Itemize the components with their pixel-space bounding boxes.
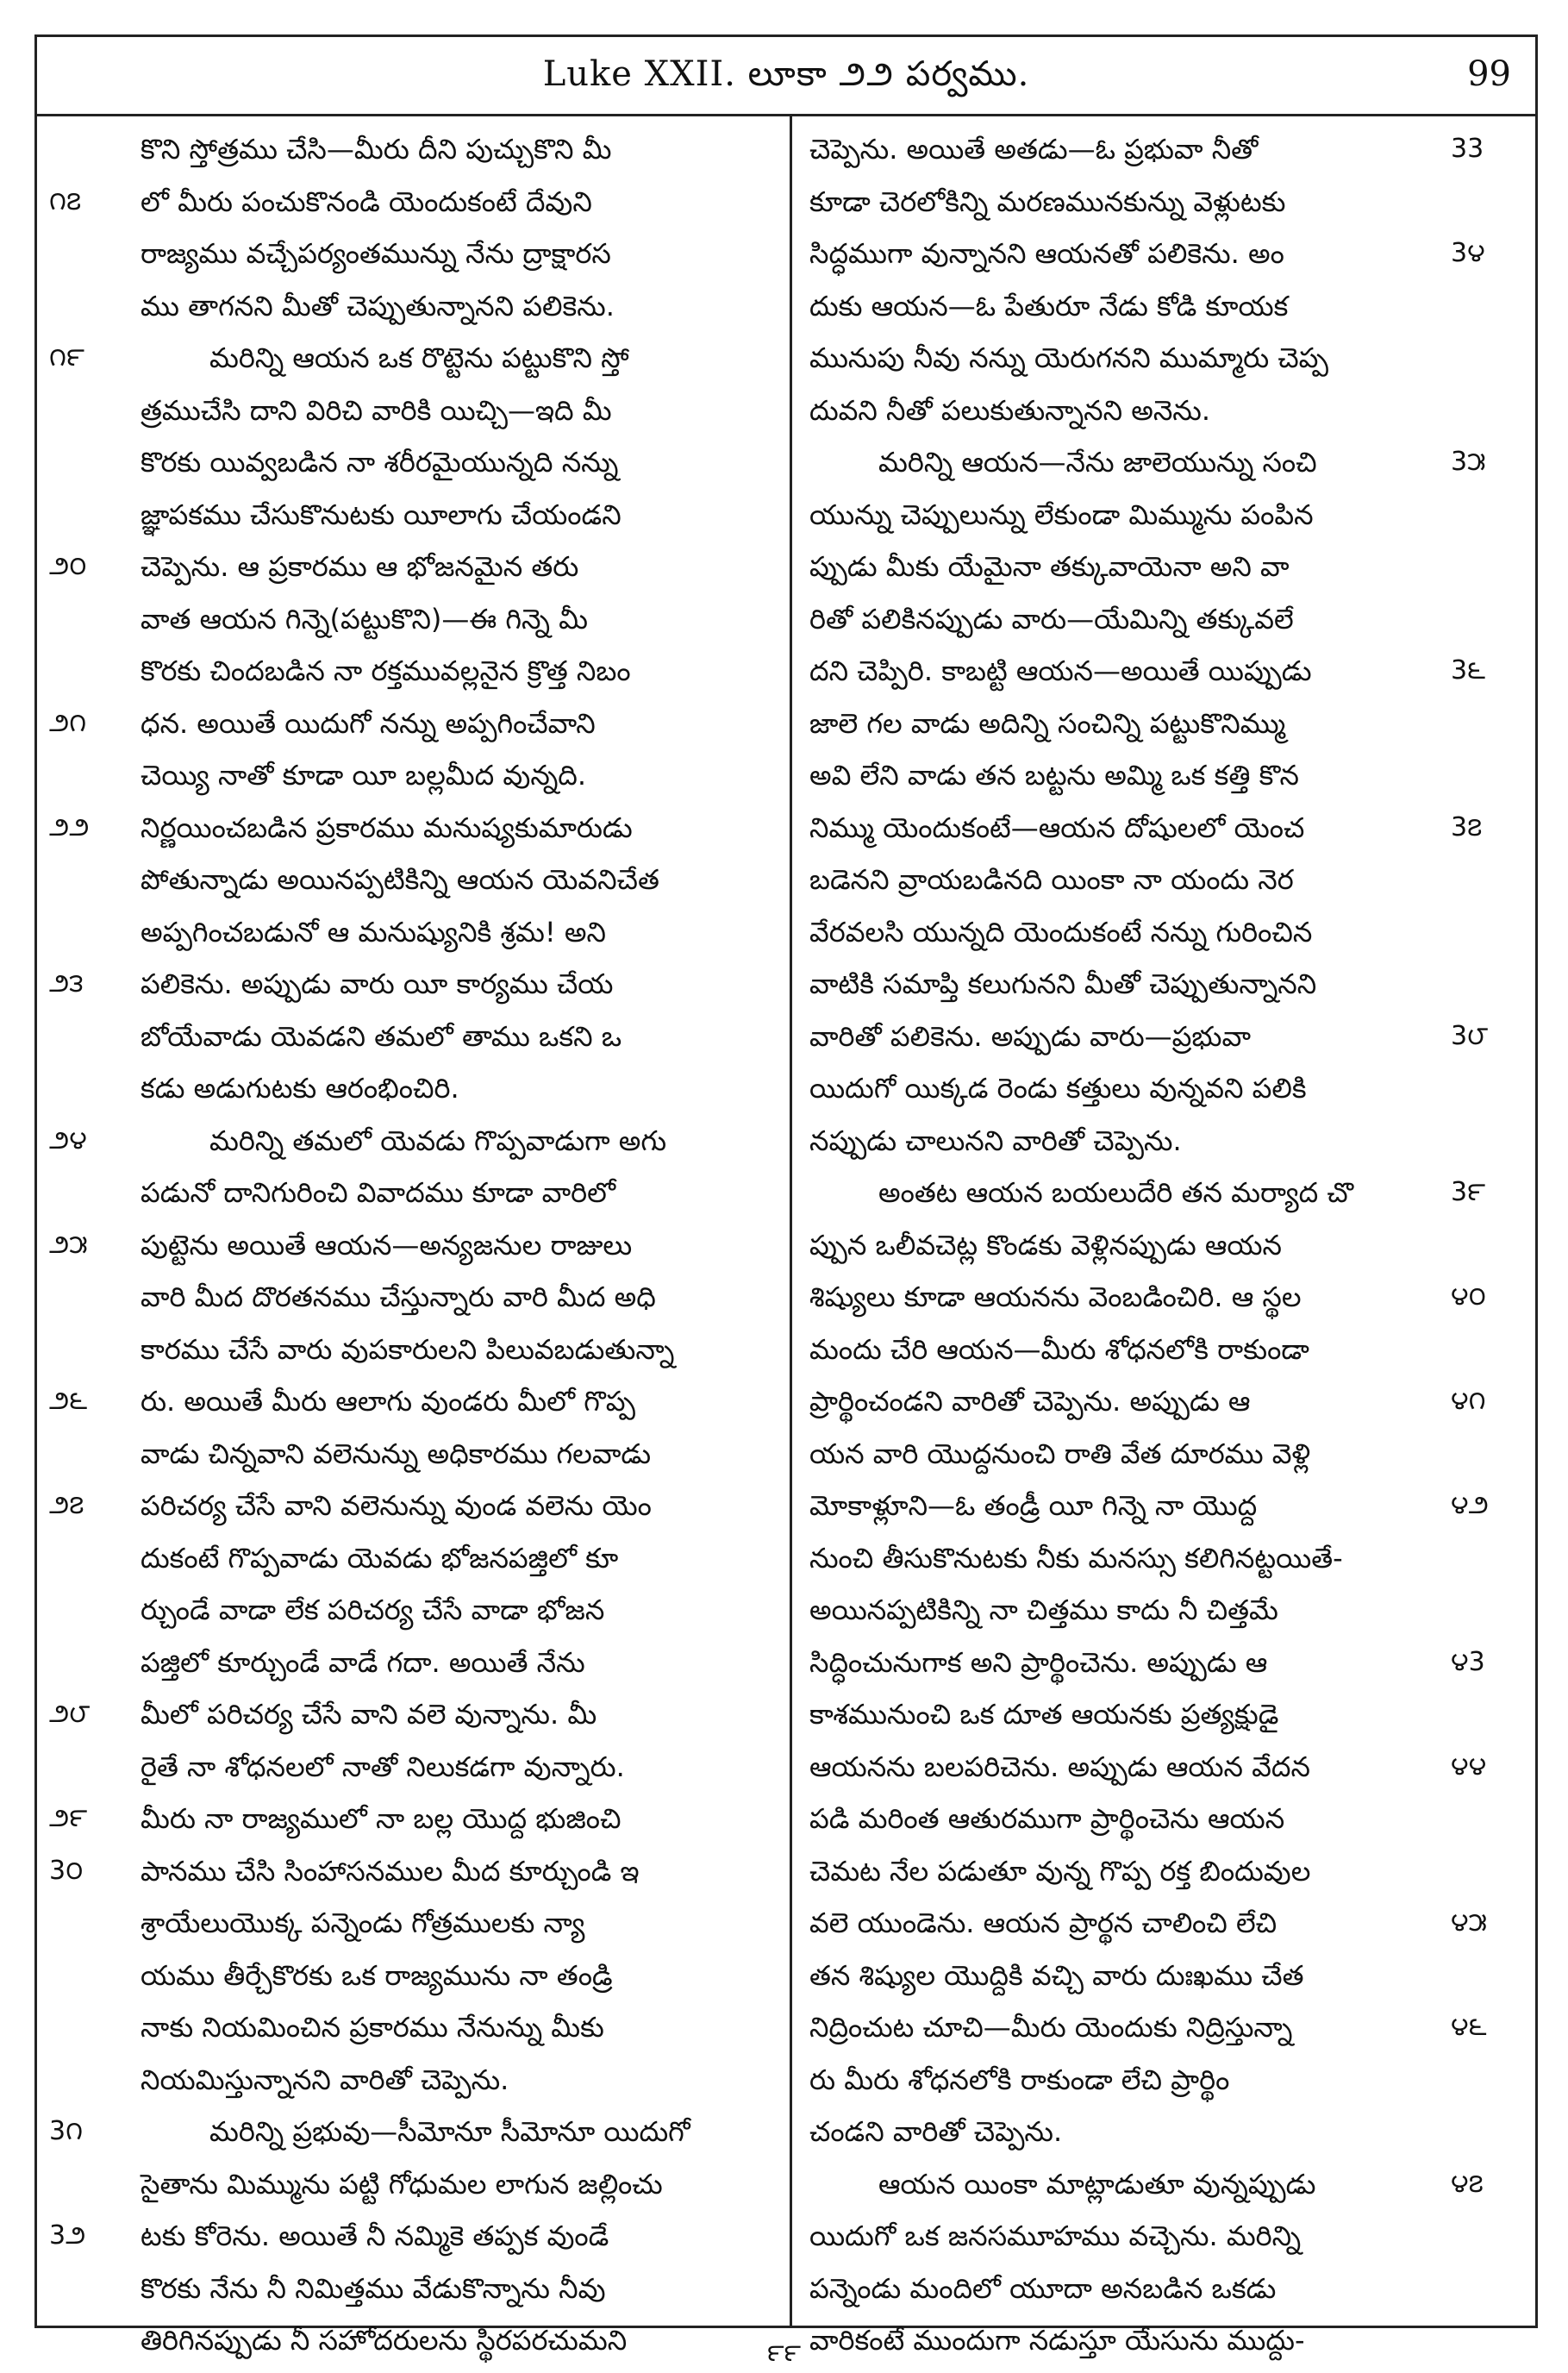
verse-number: 3౫ [1451,447,1486,477]
verse-number: 3౦ [49,1855,84,1886]
left-text-line: మరిన్ని ఆయన ఒక రొట్టెను పట్టుకొని స్తో [209,341,629,374]
left-text-line: బోయేవాడు యెవడని తమలో తాము ఒకని ఒ [141,1019,622,1053]
verse-number: ౨౨ [49,811,90,842]
right-text-line: అంతట ఆయన బయలుదేరి తన మర్యాద చొ [878,1176,1354,1209]
left-verse-gutter [49,123,132,2314]
right-text-line: అవి లేని వాడు తన బట్టను అమ్మి ఒక కత్తి కొన [809,759,1299,792]
right-text-line: జాలె గల వాడు అదిన్ని సంచిన్ని పట్టుకొనిమ్ము [809,706,1286,740]
verse-number: ౨౧ [49,707,87,738]
left-text-line: సైతాను మిమ్మును పట్టి గోధుమల లాగున జల్లించు [141,2167,663,2201]
left-text-line: జ్ఞాపకము చేసుకొనుటకు యీలాగు చేయండని [141,498,622,531]
right-text-line: దని చెప్పిరి. కాబట్టి ఆయన—అయితే యిప్పుడు [809,654,1312,687]
left-text-line: దుకంటే గొప్పవాడు యెవడు భోజనపజ్తిలో కూ [141,1541,619,1575]
left-text-line: వాత ఆయన గిన్నె(పట్టుకొని)—ఈ గిన్నె మీ [141,602,589,636]
right-text-line: రితో పలికినప్పుడు వారు—యేమిన్ని తక్కువలే [809,602,1294,636]
right-text-line: చండని వారితో చెప్పెను. [809,2115,1063,2148]
verse-number: 3౧ [49,2116,84,2146]
left-text-line: కొరకు నేను నీ నిమిత్తము వేడుకొన్నాను నీవు [141,2271,606,2305]
right-text-line: ప్పున ఒలీవచెట్ల కొండకు వెళ్లినప్పుడు ఆయన [809,1228,1283,1262]
verse-number: 3౯ [1451,1177,1486,1207]
left-text-line: రైతే నా శోధనలలో నాతో నిలుకడగా వున్నారు. [141,1750,625,1783]
verse-number: ౪౪ [1451,1750,1487,1781]
right-verse-gutter [1451,123,1534,2314]
right-text-line: వారికంటే ముందుగా నడుస్తూ యేసును ముద్దు- [809,2324,1305,2357]
left-text-line: వారి మీద దొరతనము చేస్తున్నారు వారి మీద అధి [141,1280,656,1313]
page-title: Luke XXII. లూకా ౨౨ పర్వము. [542,54,1030,94]
left-text-line: పజ్తిలో కూర్చుండే వాడే గదా. అయితే నేను [141,1645,585,1679]
verse-number: ౨౩ [49,968,84,999]
right-text-line: నిద్రించుట చూచి—మీరు యెందుకు నిద్రిస్తున్నా [809,2011,1293,2044]
right-text-line: మునుపు నీవు నన్ను యెరుగనని ముమ్మారు చెప్ప [809,341,1328,374]
right-text-line: యన వారి యొద్దనుంచి రాతి వేత దూరము వెళ్లి [809,1437,1311,1470]
left-text-line: నియమిస్తున్నానని వారితో చెప్పెను. [141,2063,509,2096]
right-text-line: మరిన్ని ఆయన—నేను జాలెయున్ను సంచి [878,446,1317,479]
verse-number: ౨౬ [49,1386,88,1416]
verse-number: ౨౯ [49,1803,88,1833]
right-text-line: యిదుగో ఒక జనసమూహము వచ్చెను. మరిన్ని [809,2220,1302,2252]
right-text-line: వలె యుండెను. ఆయన ప్రార్థన చాలించి లేచి [809,1907,1278,1939]
right-text-line: మందు చేరి ఆయన—మీరు శోధనలోకి రాకుండా [809,1332,1309,1366]
right-text-line: కూడా చెరలోకిన్ని మరణమునకున్ను వెళ్లుటకు [809,185,1286,218]
left-text-line: మరిన్ని తమలో యెవడు గొప్పవాడుగా అగు [209,1124,667,1157]
left-text-line: కొరకు యివ్వబడిన నా శరీరమైయున్నది నన్ను [141,446,619,479]
right-text-line: వారితో పలికెను. అప్పుడు వారు—ప్రభువా [809,1019,1252,1053]
verse-number: ౨౫ [49,1229,88,1260]
left-text-line: తిరిగినప్పుడు నీ సహోదరులను స్థిరపరచుమని [141,2324,628,2357]
verse-number: 3౭ [1451,811,1483,842]
left-text-line: పానము చేసి సింహాసనముల మీద కూర్చుండి ఇ [141,1854,640,1888]
right-text-line: నుంచి తీసుకొనుటకు నీకు మనస్సు కలిగినట్టయితే- [809,1541,1343,1575]
verse-number: ౪౫ [1451,1907,1487,1938]
right-text-line: శిష్యులు కూడా ఆయనను వెంబడించిరి. ఆ స్థల [809,1280,1302,1313]
right-text-line: ఆయనను బలపరిచెను. అప్పుడు ఆయన వేదన [809,1750,1310,1783]
left-text-line: మీలో పరిచర్య చేసే వాని వలె వున్నాను. మీ [141,1698,597,1731]
left-text-line: కొరకు చిందబడిన నా రక్తమువల్లనైన క్రొత్త నిబం [141,654,631,687]
left-text-line: కారము చేసే వారు వుపకారులని పిలువబడుతున్నా [141,1332,675,1366]
left-column [141,123,774,2357]
verse-number: ౪౭ [1451,2168,1484,2199]
verse-number: ౨౮ [49,1699,91,1729]
verse-number: ౧౯ [49,342,84,373]
verse-number: ౪౨ [1451,1490,1489,1520]
right-text-line: మోకాళ్లూని—ఓ తండ్రీ యీ గిన్నె నా యొద్ద [809,1489,1258,1522]
right-text-line: పడి మరింత ఆతురముగా ప్రార్థించెను ఆయన [809,1802,1285,1835]
verse-number: ౪౦ [1451,1281,1486,1312]
verse-number: ౨౦ [49,551,87,581]
verse-number: ౨౪ [49,1124,87,1155]
left-text-line: నాకు నియమించిన ప్రకారము నేనున్ను మీకు [141,2011,604,2044]
left-text-line: రు. అయితే మీరు ఆలాగు వుండరు మీలో గొప్ప [141,1385,636,1418]
page-number: 99 [1467,54,1511,94]
verse-number: ౪౬ [1451,2012,1487,2042]
left-text-line: శ్రాయేలుయొక్క పన్నెండు గోత్రములకు న్యా [141,1907,585,1939]
verse-number: ౪౧ [1451,1386,1486,1416]
verse-number: 3౨ [49,2220,86,2251]
right-text-line: వాటికి సమాప్తి కలుగునని మీతో చెప్పుతున్నానని [809,967,1317,1000]
right-text-line: సిద్ధముగా వున్నానని ఆయనతో పలికెను. అం [809,237,1284,270]
left-text-line: మరిన్ని ప్రభువు—సీమోనూ సీమోనూ యిదుగో [209,2115,690,2148]
right-text-line: ప్రార్థించండని వారితో చెప్పెను. అప్పుడు ఆ [809,1385,1251,1418]
left-text-line: చెప్పెను. ఆ ప్రకారము ఆ భోజనమైన తరు [141,550,579,583]
right-text-line: దుకు ఆయన—ఓ పేతురూ నేడు కోడి కూయక [809,289,1289,322]
right-text-line: వేరవలసి యున్నది యెందుకంటే నన్ను గురించిన [809,915,1313,949]
column-divider [790,116,792,2328]
left-text-line: మీరు నా రాజ్యములో నా బల్ల యొద్ద భుజించి [141,1802,622,1835]
right-text-line: నిమ్ము యెందుకంటే—ఆయన దోషులలో యెంచ [809,811,1305,844]
right-text-line: పన్నెండు మందిలో యూదా అనబడిన ఒకడు [809,2271,1277,2305]
left-text-line: చెయ్యి నాతో కూడా యీ బల్లమీద వున్నది. [141,759,587,792]
right-text-line: యున్ను చెప్పులున్ను లేకుండా మిమ్మును పంపిన [809,498,1314,531]
right-text-line: తన శిష్యుల యొద్దికి వచ్చి వారు దుఃఖము చేత [809,1958,1304,1992]
right-text-line: దువని నీతో పలుకుతున్నానని అనెను. [809,393,1211,427]
left-text-line: ము తాగనని మీతో చెప్పుతున్నానని పలికెను. [141,289,615,322]
right-text-line: ఆయన యింకా మాట్లాడుతూ వున్నప్పుడు [878,2167,1316,2201]
right-text-line: సిద్ధించునుగాక అని ప్రార్థించెను. అప్పుడు ఆ [809,1645,1268,1679]
right-text-line: చెమట నేల పడుతూ వున్న గొప్ప రక్త బిందువుల [809,1854,1311,1888]
left-text-line: పుట్టెను అయితే ఆయన—అన్యజనుల రాజులు [141,1228,633,1262]
verse-number: ౨౭ [49,1490,84,1520]
verse-number: 3౮ [1451,1020,1489,1051]
left-text-line: లో మీరు పంచుకొనండి యెందుకంటే దేవుని [141,185,592,218]
right-text-line: అయినప్పటికిన్ని నా చిత్తము కాదు నీ చిత్తమే [809,1593,1278,1626]
left-text-line: కొని స్తోత్రము చేసి—మీరు దీని పుచ్చుకొని మీ [141,133,612,166]
verse-number: 3౪ [1451,238,1485,268]
right-text-line: బడెనని వ్రాయబడినది యింకా నా యందు నెర [809,863,1294,896]
right-text-line: యిదుగో యిక్కడ రెండు కత్తులు వున్నవని పలికి [809,1072,1307,1105]
left-text-line: పడునో దానిగురించి వివాదము కూడా వారిలో [141,1176,616,1209]
left-text-line: నిర్ణయించబడిన ప్రకారము మనుష్యకుమారుడు [141,811,633,844]
right-text-line: ప్పుడు మీకు యేమైనా తక్కువాయెనా అని వా [809,550,1290,583]
left-text-line: పోతున్నాడు అయినప్పటికిన్ని ఆయన యెవనిచేత [141,863,659,896]
page-signature: ౯౯ [766,2339,802,2367]
verse-number: ౧౭ [49,185,82,216]
left-text-line: పరిచర్య చేసే వాని వలెనున్ను వుండ వలెను యెం [141,1489,652,1522]
verse-number: 33 [1451,134,1484,164]
left-text-line: రాజ్యము వచ్చేపర్యంతమున్ను నేను ద్రాక్షారస [141,237,611,270]
page-header [37,37,1535,116]
right-text-line: కాశమునుంచి ఒక దూత ఆయనకు ప్రత్యక్షుడై [809,1698,1279,1731]
left-text-line: యము తీర్చేకొరకు ఒక రాజ్యమును నా తండ్రి [141,1958,613,1992]
verse-number: 3౬ [1451,655,1486,686]
verse-number: ౪3 [1451,1646,1485,1677]
left-text-line: ర్చుండే వాడా లేక పరిచర్య చేసే వాడా భోజన [141,1593,605,1626]
right-text-line: చెప్పెను. అయితే అతడు—ఓ ప్రభువా నీతో [809,133,1259,166]
left-text-line: అప్పగించబడునో ఆ మనుష్యునికి శ్రమ! అని [141,915,606,949]
left-text-line: వాడు చిన్నవాని వలెనున్ను అధికారము గలవాడు [141,1437,652,1470]
right-text-line: నప్పుడు చాలునని వారితో చెప్పెను. [809,1124,1182,1157]
left-text-line: కడు అడుగుటకు ఆరంభించిరి. [141,1072,459,1105]
right-column [809,123,1443,2357]
left-text-line: ధన. అయితే యిదుగో నన్ను అప్పగించేవాని [141,706,596,740]
left-text-line: త్రముచేసి దాని విరిచి వారికి యిచ్చి—ఇది మీ [141,393,612,427]
left-text-line: టకు కోరెను. అయితే నీ నమ్మికె తప్పక వుండే [141,2220,609,2252]
left-text-line: పలికెను. అప్పుడు వారు యీ కార్యము చేయ [141,967,614,1000]
right-text-line: రు మీరు శోధనలోకి రాకుండా లేచి ప్రార్థిం [809,2063,1230,2096]
